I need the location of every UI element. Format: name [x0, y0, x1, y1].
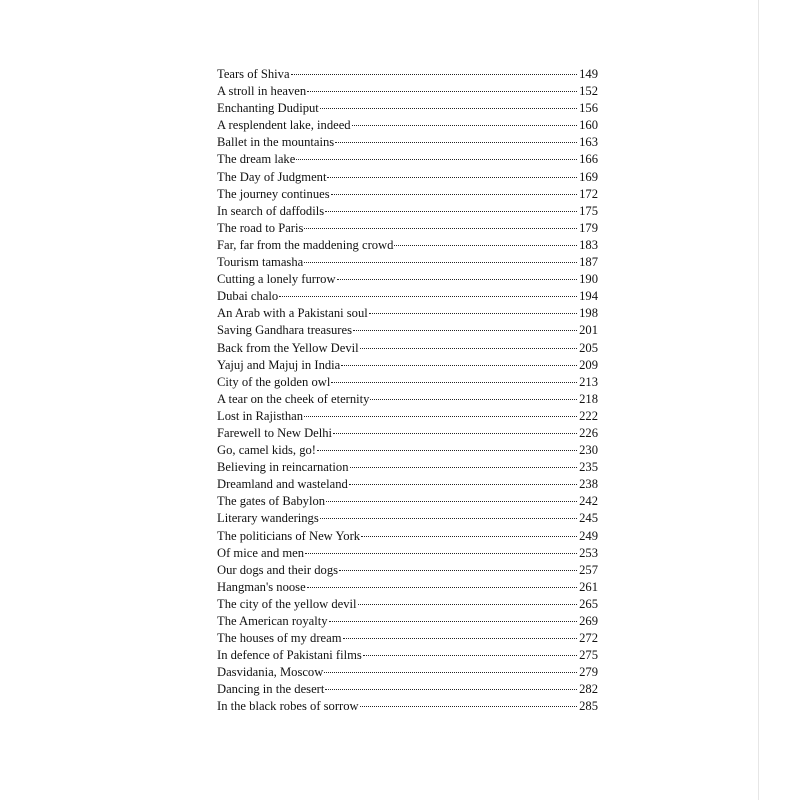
toc-entry-title: Of mice and men: [217, 545, 305, 560]
toc-entry: [217, 340, 598, 357]
dot-leader: [349, 484, 577, 485]
dot-leader: [329, 621, 578, 622]
dot-leader: [296, 159, 577, 160]
dot-leader: [331, 382, 577, 383]
dot-leader: [361, 536, 577, 537]
toc-entry: [217, 186, 598, 203]
dot-leader: [352, 125, 578, 126]
toc-entry: [217, 271, 598, 288]
toc-entry-title: Tourism tamasha: [217, 255, 304, 270]
toc-entry: [217, 596, 598, 613]
dot-leader: [360, 348, 577, 349]
toc-entry: [217, 374, 598, 391]
toc-entry-title: A tear on the cheek of eternity: [217, 391, 370, 406]
toc-entry-page-number: 194: [579, 289, 598, 304]
dot-leader: [325, 211, 577, 212]
dot-leader: [339, 570, 577, 571]
toc-entry-page-number: 249: [579, 528, 598, 543]
toc-entry: [217, 613, 598, 630]
toc-entry-page-number: 230: [579, 443, 598, 458]
toc-entry-page-number: 222: [579, 408, 598, 423]
toc-entry-page-number: 272: [579, 631, 598, 646]
toc-entry: [217, 579, 598, 596]
toc-entry-title: Dancing in the desert: [217, 682, 325, 697]
toc-entry-page-number: 166: [579, 152, 598, 167]
toc-entry: [217, 528, 598, 545]
toc-entry: [217, 357, 598, 374]
toc-entry: [217, 288, 598, 305]
toc-entry-title: In the black robes of sorrow: [217, 699, 359, 714]
dot-leader: [320, 108, 577, 109]
toc-entry-page-number: 213: [579, 374, 598, 389]
toc-entry-title: Back from the Yellow Devil: [217, 340, 359, 355]
toc-entry-page-number: 160: [579, 118, 598, 133]
toc-entry-title: Believing in reincarnation: [217, 460, 349, 475]
toc-entry-title: The houses of my dream: [217, 631, 342, 646]
toc-entry-title: Cutting a lonely furrow: [217, 272, 336, 287]
toc-entry-title: In defence of Pakistani films: [217, 648, 362, 663]
toc-entry-page-number: 226: [579, 425, 598, 440]
toc-entry: [217, 66, 598, 83]
toc-entry: [217, 322, 598, 339]
toc-entry: [217, 442, 598, 459]
toc-entry: [217, 681, 598, 698]
toc-entry-page-number: 179: [579, 220, 598, 235]
toc-entry: [217, 305, 598, 322]
dot-leader: [353, 330, 577, 331]
toc-entry-page-number: 175: [579, 203, 598, 218]
toc-entry-title: City of the golden owl: [217, 374, 331, 389]
dot-leader: [320, 518, 577, 519]
dot-leader: [327, 177, 577, 178]
toc-entry-title: Enchanting Dudiput: [217, 101, 319, 116]
dot-leader: [304, 416, 577, 417]
toc-entry-page-number: 156: [579, 101, 598, 116]
toc-entry-page-number: 279: [579, 665, 598, 680]
dot-leader: [358, 604, 578, 605]
toc-entry-page-number: 238: [579, 477, 598, 492]
dot-leader: [279, 296, 577, 297]
dot-leader: [291, 74, 578, 75]
toc-entry-page-number: 235: [579, 460, 598, 475]
toc-entry-title: Tears of Shiva: [217, 67, 290, 81]
toc-entry-page-number: 205: [579, 340, 598, 355]
dot-leader: [333, 433, 577, 434]
dot-leader: [325, 689, 577, 690]
toc-entry-title: Go, camel kids, go!: [217, 443, 316, 458]
toc-entry-title: Ballet in the mountains: [217, 135, 335, 150]
toc-entry-page-number: 218: [579, 391, 598, 406]
toc-entry-title: An Arab with a Pakistani soul: [217, 306, 368, 321]
toc-entry-page-number: 282: [579, 682, 598, 697]
dot-leader: [369, 313, 577, 314]
toc-entry-title: A resplendent lake, indeed: [217, 118, 351, 133]
toc-entry-title: Farewell to New Delhi: [217, 425, 333, 440]
toc-entry-page-number: 172: [579, 186, 598, 201]
toc-entry-title: Hangman's noose: [217, 579, 306, 594]
toc-entry-page-number: 169: [579, 169, 598, 184]
toc-entry-page-number: 265: [579, 596, 598, 611]
toc-entry: [217, 117, 598, 134]
toc-entry-page-number: 183: [579, 237, 598, 252]
toc-entry-page-number: 190: [579, 272, 598, 287]
dot-leader: [363, 655, 577, 656]
toc-entry: [217, 169, 598, 186]
dot-leader: [307, 587, 577, 588]
toc-entry-page-number: 163: [579, 135, 598, 150]
toc-entry: [217, 698, 598, 715]
toc-entry-title: The gates of Babylon: [217, 494, 326, 509]
toc-entry-page-number: 269: [579, 614, 598, 628]
dot-leader: [317, 450, 577, 451]
toc-entry: [217, 630, 598, 647]
toc-entry-title: Dasvidania, Moscow: [217, 665, 324, 680]
toc-entry-title: The road to Paris: [217, 220, 304, 235]
toc-entry: [217, 100, 598, 117]
toc-entry-title: The journey continues: [217, 186, 330, 201]
toc-entry-title: Dreamland and wasteland: [217, 477, 348, 492]
toc-entry-title: Far, far from the maddening crowd: [217, 237, 394, 252]
toc-entry-page-number: 149: [579, 67, 598, 81]
dot-leader: [307, 91, 577, 92]
toc-entry-title: Saving Gandhara treasures: [217, 323, 352, 338]
toc-entry-title: In search of daffodils: [217, 203, 325, 218]
toc-entry-title: The Day of Judgment: [217, 169, 327, 184]
dot-leader: [337, 279, 578, 280]
toc-entry-page-number: 257: [579, 562, 598, 577]
toc-entry-page-number: 198: [579, 306, 598, 321]
dot-leader: [305, 553, 577, 554]
dot-leader: [343, 638, 578, 639]
toc-entry-page-number: 201: [579, 323, 598, 338]
toc-entry: [217, 83, 598, 100]
toc-entry: [217, 391, 598, 408]
dot-leader: [350, 467, 578, 468]
dot-leader: [360, 706, 577, 707]
toc-entry-title: Yajuj and Majuj in India: [217, 357, 341, 372]
toc-entry-title: Our dogs and their dogs: [217, 562, 339, 577]
table-of-contents: [217, 66, 598, 716]
page-edge-divider: [758, 0, 759, 800]
toc-entry-title: The dream lake: [217, 152, 296, 167]
toc-entry-page-number: 152: [579, 84, 598, 99]
toc-entry-title: The city of the yellow devil: [217, 596, 357, 611]
toc-entry: [217, 203, 598, 220]
toc-entry-title: Literary wanderings: [217, 511, 319, 526]
toc-entry: [217, 254, 598, 271]
toc-entry-title: The politicians of New York: [217, 528, 361, 543]
toc-entry: [217, 476, 598, 493]
dot-leader: [331, 194, 577, 195]
dot-leader: [304, 228, 577, 229]
toc-entry-title: A stroll in heaven: [217, 84, 307, 99]
toc-entry: [217, 237, 598, 254]
dot-leader: [394, 245, 577, 246]
toc-entry: [217, 664, 598, 681]
toc-entry-title: The American royalty: [217, 614, 328, 628]
toc-entry-page-number: 187: [579, 255, 598, 270]
toc-entry-page-number: 275: [579, 648, 598, 663]
toc-entry-page-number: 285: [579, 699, 598, 714]
toc-entry-title: Lost in Rajisthan: [217, 408, 304, 423]
dot-leader: [324, 672, 577, 673]
toc-entry: [217, 493, 598, 510]
toc-entry: [217, 647, 598, 664]
toc-entry: [217, 220, 598, 237]
toc-entry: [217, 151, 598, 168]
toc-entry-page-number: 245: [579, 511, 598, 526]
dot-leader: [370, 399, 577, 400]
dot-leader: [335, 142, 577, 143]
toc-entry: [217, 545, 598, 562]
dot-leader: [326, 501, 577, 502]
toc-entry-page-number: 209: [579, 357, 598, 372]
toc-entry: [217, 562, 598, 579]
toc-entry-title: Dubai chalo: [217, 289, 279, 304]
toc-entry: [217, 510, 598, 527]
dot-leader: [341, 365, 577, 366]
toc-entry: [217, 408, 598, 425]
toc-entry-page-number: 242: [579, 494, 598, 509]
toc-entry: [217, 459, 598, 476]
toc-entry: [217, 425, 598, 442]
toc-entry-page-number: 253: [579, 545, 598, 560]
toc-entry-page-number: 261: [579, 579, 598, 594]
toc-entry: [217, 134, 598, 151]
dot-leader: [304, 262, 577, 263]
